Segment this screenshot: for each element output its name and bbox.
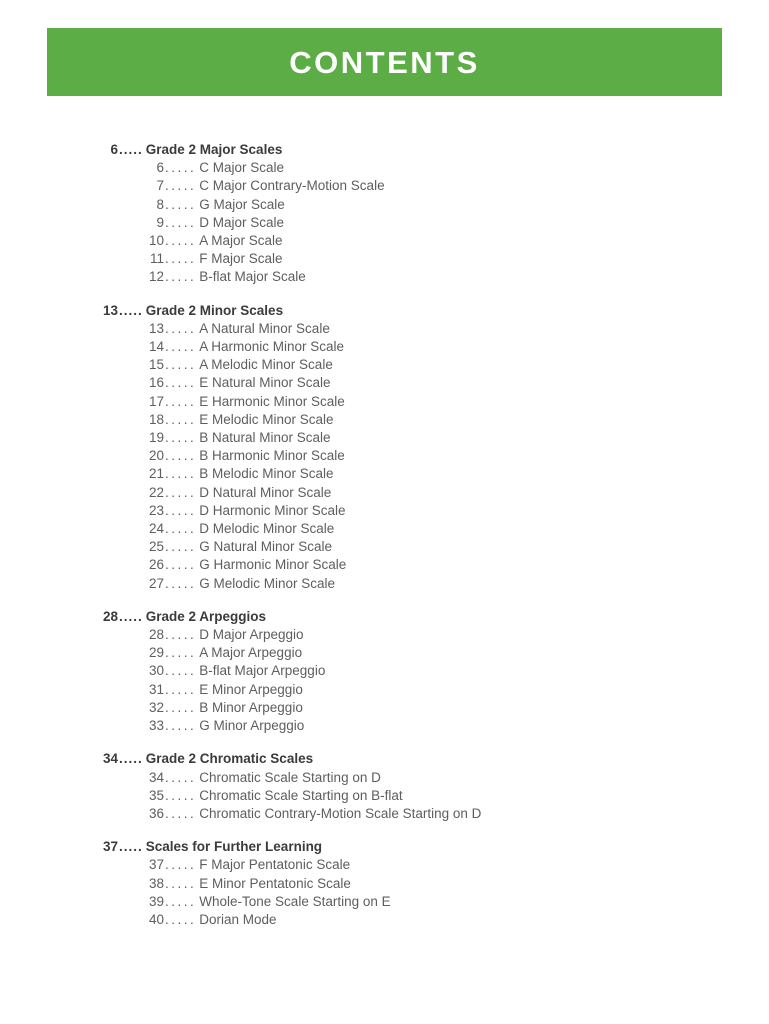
leader-dots: .....	[119, 751, 143, 767]
toc-entry	[85, 556, 685, 574]
toc-entry	[85, 356, 685, 374]
leader-dots: .....	[165, 357, 197, 373]
entry-title: C Major Contrary-Motion Scale	[199, 178, 385, 194]
toc-entry	[85, 393, 685, 411]
toc-entry	[85, 717, 685, 735]
leader-dots: .....	[165, 718, 197, 734]
leader-dots: .....	[165, 466, 197, 482]
leader-dots: .....	[165, 875, 197, 891]
toc-entry	[85, 250, 685, 268]
leader-dots: .....	[165, 196, 197, 212]
toc-section	[85, 750, 685, 823]
toc-entry	[85, 159, 685, 177]
section-page-number: 28	[102, 608, 118, 624]
entry-title: B Minor Arpeggio	[199, 699, 303, 715]
entry-page-number: 7	[156, 178, 164, 194]
toc-section	[85, 141, 685, 287]
toc-entry	[85, 268, 685, 286]
section-title: Scales for Further Learning	[145, 839, 323, 855]
entry-page-number: 15	[148, 357, 164, 373]
leader-dots: .....	[165, 251, 197, 267]
leader-dots: .....	[165, 663, 197, 679]
toc-section	[85, 608, 685, 735]
entry-title: G Natural Minor Scale	[199, 539, 333, 555]
leader-dots: .....	[165, 539, 197, 555]
entry-title: Dorian Mode	[199, 911, 277, 927]
entry-page-number: 23	[148, 502, 164, 518]
entry-title: G Major Scale	[199, 196, 285, 212]
section-page-number: 34	[102, 751, 118, 767]
toc-entry	[85, 520, 685, 538]
section-page-number: 6	[110, 142, 118, 157]
toc-entry	[85, 374, 685, 392]
section-page-number: 37	[102, 839, 118, 855]
section-title: Grade 2 Major Scales	[145, 142, 283, 157]
entry-page-number: 18	[148, 411, 164, 427]
entry-page-number: 22	[148, 484, 164, 500]
entry-title: D Major Scale	[199, 214, 285, 230]
entry-title: F Major Scale	[199, 251, 283, 267]
leader-dots: .....	[119, 839, 143, 855]
section-title: Grade 2 Chromatic Scales	[145, 751, 314, 767]
entry-page-number: 37	[148, 857, 164, 873]
leader-dots: .....	[119, 608, 143, 624]
leader-dots: .....	[165, 645, 197, 661]
leader-dots: .....	[165, 339, 197, 355]
toc-section-heading	[85, 838, 685, 856]
toc-entry	[85, 411, 685, 429]
page-title: CONTENTS	[289, 44, 480, 80]
section-title: Grade 2 Arpeggios	[145, 608, 267, 624]
entry-title: B Melodic Minor Scale	[199, 466, 334, 482]
entry-title: B-flat Major Scale	[199, 269, 306, 285]
entry-page-number: 17	[148, 393, 164, 409]
toc-entry	[85, 465, 685, 483]
leader-dots: .....	[119, 142, 143, 157]
leader-dots: .....	[165, 521, 197, 537]
toc-entry	[85, 177, 685, 195]
entry-title: G Harmonic Minor Scale	[199, 557, 347, 573]
toc-entry	[85, 575, 685, 593]
leader-dots: .....	[165, 233, 197, 249]
entry-title: E Minor Arpeggio	[199, 681, 303, 697]
toc-entry	[85, 805, 685, 823]
entry-title: A Major Scale	[199, 233, 283, 249]
toc-section-heading	[85, 141, 685, 159]
leader-dots: .....	[165, 787, 197, 803]
leader-dots: .....	[165, 627, 197, 643]
leader-dots: .....	[165, 411, 197, 427]
toc-entry	[85, 502, 685, 520]
entry-title: A Harmonic Minor Scale	[199, 339, 345, 355]
leader-dots: .....	[165, 375, 197, 391]
section-title: Grade 2 Minor Scales	[145, 302, 284, 318]
leader-dots: .....	[165, 484, 197, 500]
entry-page-number: 36	[148, 805, 164, 821]
entry-title: B Natural Minor Scale	[199, 430, 331, 446]
toc-section	[85, 302, 685, 593]
entry-page-number: 24	[148, 521, 164, 537]
entry-title: B-flat Major Arpeggio	[199, 663, 326, 679]
entry-title: E Natural Minor Scale	[199, 375, 331, 391]
leader-dots: .....	[165, 320, 197, 336]
toc-section	[85, 838, 685, 929]
entry-page-number: 19	[148, 430, 164, 446]
entry-page-number: 13	[148, 320, 164, 336]
leader-dots: .....	[165, 557, 197, 573]
toc-entry	[85, 626, 685, 644]
entry-page-number: 28	[148, 627, 164, 643]
entry-title: C Major Scale	[199, 160, 285, 176]
toc-entry	[85, 196, 685, 214]
toc-entry	[85, 875, 685, 893]
leader-dots: .....	[165, 160, 197, 176]
entry-title: E Harmonic Minor Scale	[199, 393, 345, 409]
leader-dots: .....	[165, 393, 197, 409]
entry-title: F Major Pentatonic Scale	[199, 857, 351, 873]
leader-dots: .....	[165, 575, 197, 591]
entry-page-number: 21	[148, 466, 164, 482]
entry-page-number: 31	[148, 681, 164, 697]
entry-page-number: 26	[148, 557, 164, 573]
entry-page-number: 39	[148, 893, 164, 909]
entry-title: Chromatic Scale Starting on D	[199, 769, 381, 785]
leader-dots: .....	[165, 502, 197, 518]
entry-title: E Minor Pentatonic Scale	[199, 875, 351, 891]
entry-title: A Natural Minor Scale	[199, 320, 330, 336]
entry-page-number: 30	[148, 663, 164, 679]
entry-page-number: 38	[148, 875, 164, 891]
leader-dots: .....	[165, 911, 197, 927]
toc-entry	[85, 893, 685, 911]
entry-page-number: 33	[148, 718, 164, 734]
entry-title: G Minor Arpeggio	[199, 718, 305, 734]
toc-section-heading	[85, 302, 685, 320]
entry-title: D Natural Minor Scale	[199, 484, 332, 500]
entry-page-number: 11	[149, 251, 164, 267]
entry-title: A Melodic Minor Scale	[199, 357, 333, 373]
entry-page-number: 27	[148, 575, 164, 591]
entry-page-number: 29	[148, 645, 164, 661]
entry-title: G Melodic Minor Scale	[199, 575, 336, 591]
leader-dots: .....	[165, 430, 197, 446]
leader-dots: .....	[165, 269, 197, 285]
entry-title: Chromatic Contrary-Motion Scale Starting on D	[199, 805, 482, 821]
toc-entry	[85, 662, 685, 680]
toc-entry	[85, 320, 685, 338]
toc-entry	[85, 699, 685, 717]
entry-page-number: 6	[156, 160, 164, 176]
entry-page-number: 16	[148, 375, 164, 391]
entry-page-number: 40	[148, 911, 164, 927]
toc-entry	[85, 681, 685, 699]
toc-entry	[85, 447, 685, 465]
toc-entry	[85, 787, 685, 805]
toc-section-heading	[85, 750, 685, 768]
entry-page-number: 20	[148, 448, 164, 464]
entry-title: D Major Arpeggio	[199, 627, 304, 643]
entry-page-number: 12	[148, 269, 164, 285]
entry-page-number: 14	[148, 339, 164, 355]
leader-dots: .....	[165, 857, 197, 873]
entry-page-number: 9	[156, 214, 164, 230]
entry-page-number: 32	[148, 699, 164, 715]
section-page-number: 13	[102, 302, 118, 318]
toc-entry	[85, 338, 685, 356]
entry-title: E Melodic Minor Scale	[199, 411, 334, 427]
leader-dots: .....	[165, 681, 197, 697]
entry-title: B Harmonic Minor Scale	[199, 448, 345, 464]
leader-dots: .....	[165, 805, 197, 821]
toc-entry	[85, 538, 685, 556]
entry-page-number: 35	[148, 787, 164, 803]
toc-entry	[85, 911, 685, 929]
leader-dots: .....	[119, 302, 143, 318]
toc-entry	[85, 232, 685, 250]
entry-title: D Harmonic Minor Scale	[199, 502, 346, 518]
entry-page-number: 25	[148, 539, 164, 555]
toc-entry	[85, 769, 685, 787]
leader-dots: .....	[165, 699, 197, 715]
toc-section-heading	[85, 608, 685, 626]
leader-dots: .....	[165, 893, 197, 909]
toc-entry	[85, 856, 685, 874]
leader-dots: .....	[165, 769, 197, 785]
toc-entry	[85, 484, 685, 502]
toc-entry	[85, 644, 685, 662]
entry-page-number: 10	[148, 233, 164, 249]
entry-title: Whole-Tone Scale Starting on E	[199, 893, 391, 909]
leader-dots: .....	[165, 448, 197, 464]
entry-title: D Melodic Minor Scale	[199, 521, 335, 537]
entry-title: A Major Arpeggio	[199, 645, 303, 661]
toc-entry	[85, 214, 685, 232]
entry-title: Chromatic Scale Starting on B-flat	[199, 787, 403, 803]
contents-banner	[47, 28, 722, 96]
toc-entry	[85, 429, 685, 447]
leader-dots: .....	[165, 214, 197, 230]
entry-page-number: 34	[148, 769, 164, 785]
leader-dots: .....	[165, 178, 197, 194]
table-of-contents	[85, 141, 685, 929]
entry-page-number: 8	[156, 196, 164, 212]
